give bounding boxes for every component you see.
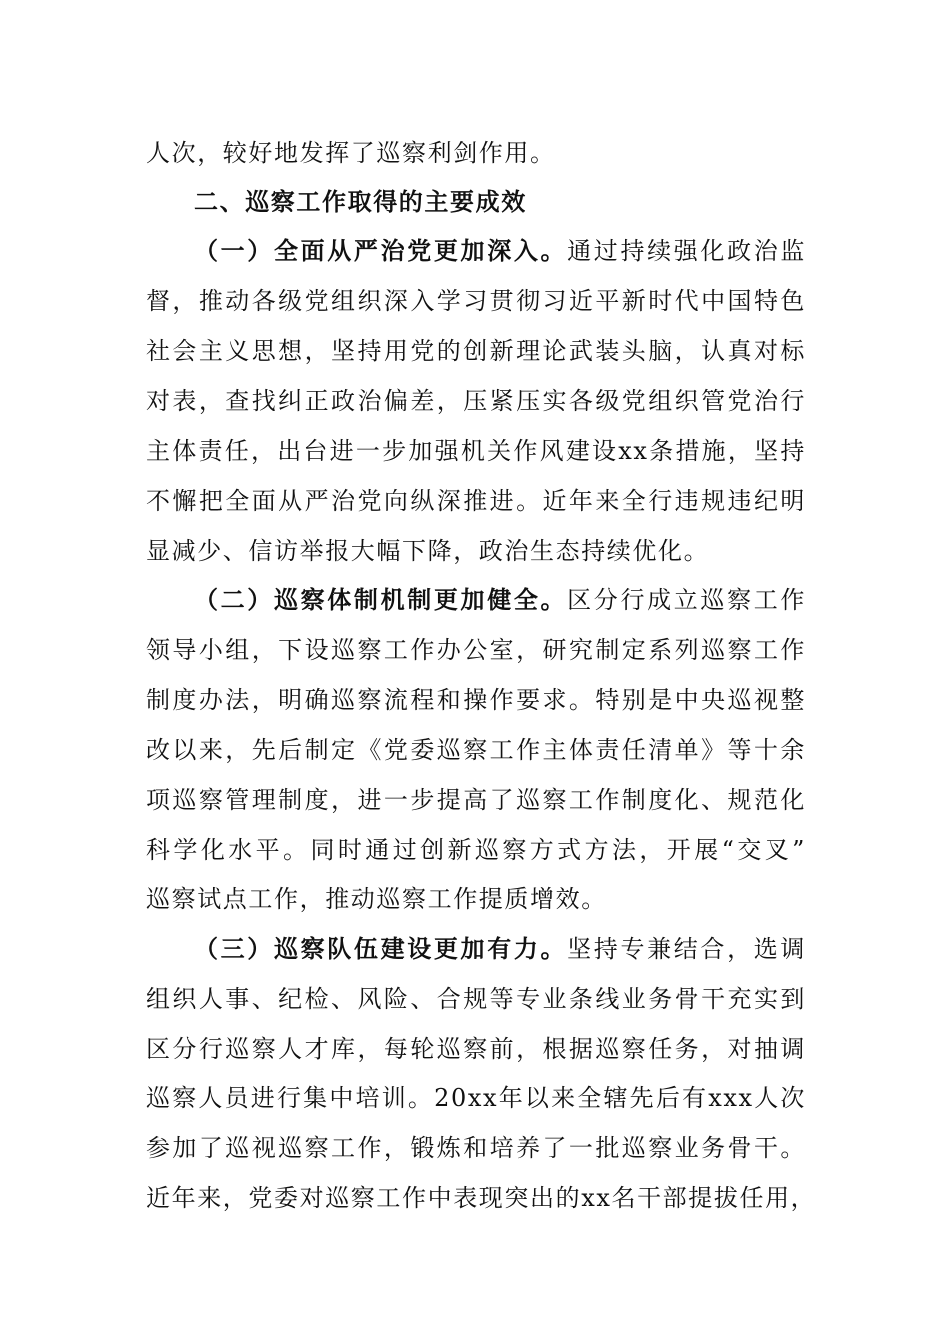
sub2-line: 科学化水平。同时通过创新巡察方式方法，开展“交叉” [146,836,806,864]
sub2-line: 项巡察管理制度，进一步提高了巡察工作制度化、规范化 [146,786,806,814]
sub1-line: 督，推动各级党组织深入学习贯彻习近平新时代中国特色 [146,287,806,315]
section-heading: 二、巡察工作取得的主要成效 [194,188,527,216]
sub1-line: 对表，查找纠正政治偏差，压紧压实各级党组织管党治行 [146,387,806,415]
sub2-line: 改以来，先后制定《党委巡察工作主体责任清单》等十余 [146,736,806,764]
sub1-line: 主体责任，出台进一步加强机关作风建设xx条措施，坚持 [146,437,806,465]
sub3-line: 坚持专兼结合，选调 [567,935,806,963]
sub3-line: 组织人事、纪检、风险、合规等专业条线业务骨干充实到 [146,985,806,1013]
sub2-heading: （二）巡察体制机制更加健全。 [194,586,568,614]
continuation-line: 人次，较好地发挥了巡察利剑作用。 [146,139,556,167]
sub2-line: 制度办法，明确巡察流程和操作要求。特别是中央巡视整 [146,686,806,714]
sub3-heading: （三）巡察队伍建设更加有力。 [194,935,568,963]
sub1-first-line [194,231,806,271]
sub2-first-line [194,580,806,620]
sub3-line: 近年来，党委对巡察工作中表现突出的xx名干部提拔任用， [146,1184,817,1212]
sub2-line: 区分行成立巡察工作 [567,586,806,614]
sub3-line: 巡察人员进行集中培训。20xx年以来全辖先后有xxx人次 [146,1084,806,1112]
sub1-line: 通过持续强化政治监 [567,237,806,265]
sub3-line: 区分行巡察人才库，每轮巡察前，根据巡察任务，对抽调 [146,1035,806,1063]
sub1-heading: （一）全面从严治党更加深入。 [194,237,568,265]
sub1-line: 不懈把全面从严治党向纵深推进。近年来全行违规违纪明 [146,487,806,515]
sub1-line: 显减少、信访举报大幅下降，政治生态持续优化。 [146,537,710,565]
sub2-line: 巡察试点工作，推动巡察工作提质增效。 [146,885,607,913]
sub1-line: 社会主义思想，坚持用党的创新理论武装头脑，认真对标 [146,337,806,365]
sub3-first-line [194,929,806,969]
sub2-line: 领导小组，下设巡察工作办公室，研究制定系列巡察工作 [146,636,806,664]
sub3-line: 参加了巡视巡察工作，锻炼和培养了一批巡察业务骨干。 [146,1134,806,1162]
